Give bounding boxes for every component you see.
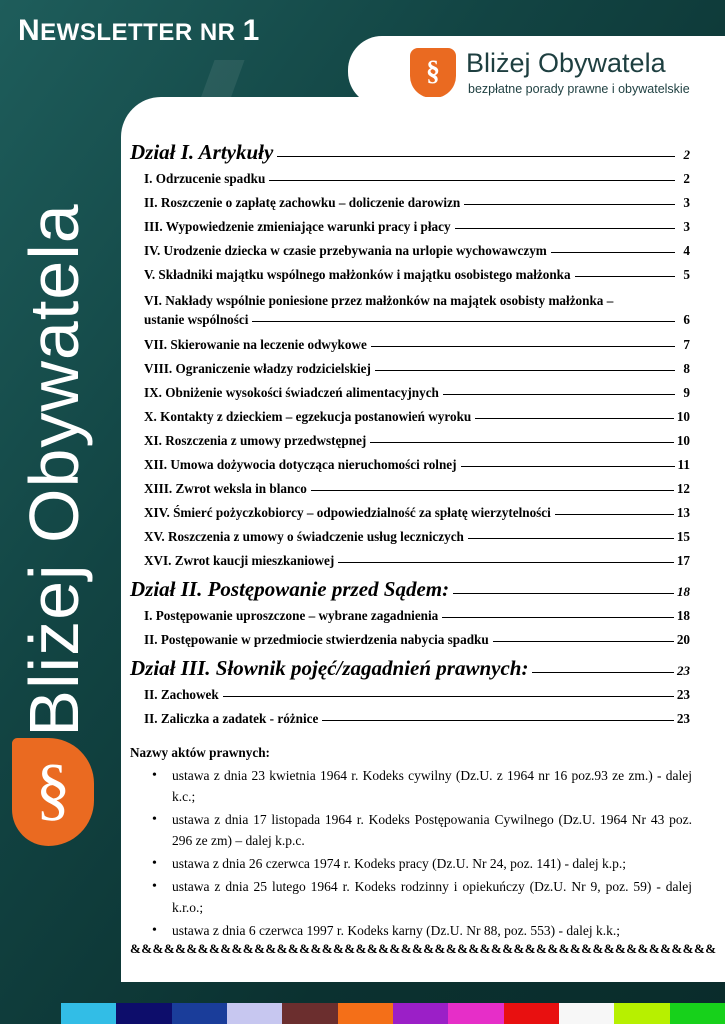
separator-line: &&&&&&&&&&&&&&&&&&&&&&&&&&&&&&&&&&&&&&&&&&&&&&&&&&&&: [130, 941, 717, 956]
toc-leader-line: [461, 466, 675, 467]
toc-leader-line: [555, 514, 674, 515]
toc-page-number: 15: [676, 529, 690, 544]
toc-item-title: V. Składniki majątku wspólnego małżonków i majątku osobistego małżonka: [144, 267, 571, 282]
toc-item-row: [130, 291, 690, 329]
toc-item-row: [130, 457, 690, 473]
toc-item-row: [130, 337, 690, 353]
legal-acts-heading: Nazwy aktów prawnych:: [130, 745, 270, 760]
color-bar: [61, 1003, 725, 1024]
toc-leader-line: [468, 538, 674, 539]
toc-page-number: 3: [683, 195, 690, 210]
toc-leader-line: [493, 641, 674, 642]
toc-item-title: I. Odrzucenie spadku: [144, 171, 266, 186]
color-bar-segment: [172, 1003, 227, 1024]
legal-act-item: • ustawa z dnia 25 lutego 1964 r. Kodeks rodzinny i opiekuńczy (Dz.U. Nr 9, poz. 59) - dalej k.r.o.;: [130, 876, 692, 918]
color-bar-segment: [116, 1003, 171, 1024]
toc-leader-line: [375, 370, 675, 371]
toc-item-title: VI. Nakłady wspólnie poniesione przez małżonków na majątek osobisty małżonka –: [144, 293, 614, 308]
toc-leader-line: [443, 394, 675, 395]
color-bar-segment: [448, 1003, 503, 1024]
toc-leader-line: [464, 204, 675, 205]
toc-page-number: 6: [683, 312, 690, 327]
toc-leader-line: [475, 418, 674, 419]
toc-item-row: [130, 687, 690, 703]
toc-item-row: [130, 553, 690, 569]
section-sign-shield-icon: §: [410, 48, 456, 98]
color-bar-segment: [61, 1003, 116, 1024]
toc-item-row: [130, 243, 690, 259]
toc-page-number: 13: [676, 505, 690, 520]
toc-item-row: [130, 409, 690, 425]
toc-section-title: Dział I. Artykuły: [130, 140, 274, 164]
toc-section-title: Dział II. Postępowanie przed Sądem:: [130, 577, 450, 601]
toc-item-row: [130, 219, 690, 235]
toc-section-row: [130, 656, 690, 681]
toc-page-number: 3: [683, 219, 690, 234]
color-bar-segment: [393, 1003, 448, 1024]
toc-section-row: [130, 577, 690, 602]
toc-item-title: XII. Umowa dożywocia dotycząca nieruchomości rolnej: [144, 457, 457, 472]
toc-item-title: XIV. Śmierć pożyczkobiorcy – odpowiedzialność za spłatę wierzytelności: [144, 505, 551, 520]
legal-act-item: • ustawa z dnia 26 czerwca 1974 r. Kodeks pracy (Dz.U. Nr 24, poz. 141) - dalej k.p.;: [130, 853, 692, 874]
toc-leader-line: [371, 346, 675, 347]
legal-acts-section: [130, 745, 692, 943]
toc-item-title: II. Zachowek: [144, 687, 219, 702]
toc-item-row: [130, 608, 690, 624]
toc-leader-line: [575, 276, 675, 277]
toc-item-title: IV. Urodzenie dziecka w czasie przebywania na urlopie wychowawczym: [144, 243, 547, 258]
toc-leader-line: [338, 562, 674, 563]
color-bar-segment: [614, 1003, 669, 1024]
toc-page-number: 8: [683, 361, 690, 376]
toc-page-number: 20: [676, 632, 690, 647]
toc-item-title: XVI. Zwrot kaucji mieszkaniowej: [144, 553, 335, 568]
toc-page-number: 18: [676, 608, 690, 623]
toc-leader-line: [455, 228, 675, 229]
toc-leader-line: [442, 617, 674, 618]
color-bar-segment: [282, 1003, 337, 1024]
legal-act-item: • ustawa z dnia 17 listopada 1964 r. Kodeks Postępowania Cywilnego (Dz.U. 1964 Nr 43 poz. 296 ze zm) – dalej k.p.c.: [130, 809, 692, 851]
toc-item-row: [130, 505, 690, 521]
toc-item-title: II. Roszczenie o zapłatę zachowku – doliczenie darowizn: [144, 195, 461, 210]
color-bar-segment: [670, 1003, 725, 1024]
toc-leader-line: [551, 252, 675, 253]
toc-page-number: 17: [676, 553, 690, 568]
legal-acts-list: [130, 765, 692, 941]
toc-leader-line: [223, 696, 674, 697]
toc-item-continuation: [144, 310, 690, 329]
toc-item-row: [130, 481, 690, 497]
toc-page-number: 23: [676, 687, 690, 702]
toc-leader-line: [322, 720, 673, 721]
toc-item-row: [130, 433, 690, 449]
toc-page-number: 10: [676, 409, 690, 424]
toc-leader-line: [370, 442, 673, 443]
toc-item-title-cont: ustanie wspólności: [144, 312, 249, 327]
toc-leader-line: [453, 593, 674, 594]
toc-item-row: [130, 171, 690, 187]
color-bar-segment: [227, 1003, 282, 1024]
toc-page-number: 23: [677, 663, 690, 678]
toc-page-number: 9: [683, 385, 690, 400]
toc-item-title: VIII. Ograniczenie władzy rodzicielskiej: [144, 361, 371, 376]
toc-item-row: [130, 632, 690, 648]
header-tagline: bezpłatne porady prawne i obywatelskie: [468, 82, 690, 96]
toc-page-number: 11: [677, 457, 690, 472]
newsletter-title: NEWSLETTER NR 1: [18, 14, 260, 47]
toc-page-number: 2: [683, 147, 690, 162]
section-sign-side-shield-icon: §: [12, 738, 94, 846]
toc-item-title: XI. Roszczenia z umowy przedwstępnej: [144, 433, 367, 448]
toc-page-number: 7: [683, 337, 690, 352]
color-bar-segment: [504, 1003, 559, 1024]
color-bar-segment: [559, 1003, 614, 1024]
toc-page-number: 4: [683, 243, 690, 258]
toc-item-title: II. Postępowanie w przedmiocie stwierdzenia nabycia spadku: [144, 632, 489, 647]
toc-item-title: VII. Skierowanie na leczenie odwykowe: [144, 337, 367, 352]
toc-page-number: 12: [676, 481, 690, 496]
toc-item-title: III. Wypowiedzenie zmieniające warunki pracy i płacy: [144, 219, 451, 234]
toc-item-title: XV. Roszczenia z umowy o świadczenie usług leczniczych: [144, 529, 464, 544]
toc-item-row: [130, 361, 690, 377]
color-bar-segment: [338, 1003, 393, 1024]
toc-page-number: 23: [676, 711, 690, 726]
toc-leader-line: [532, 672, 674, 673]
header-logo: [348, 36, 725, 106]
toc-item-row: [130, 711, 690, 727]
toc-item-title: II. Zaliczka a zadatek - różnice: [144, 711, 319, 726]
toc-item-row: [130, 385, 690, 401]
toc-item-row: [130, 195, 690, 211]
toc-item-row: [130, 529, 690, 545]
toc-leader-line: [277, 156, 675, 157]
toc-item-row: [130, 267, 690, 283]
toc-item-title: XIII. Zwrot weksla in blanco: [144, 481, 307, 496]
toc-leader-line: [252, 321, 675, 322]
header-brand-name: Bliżej Obywatela: [466, 48, 666, 78]
toc-item-title: X. Kontakty z dzieckiem – egzekucja postanowień wyroku: [144, 409, 472, 424]
toc-leader-line: [311, 490, 674, 491]
toc-page-number: 2: [683, 171, 690, 186]
toc-page-number: 18: [677, 584, 690, 599]
legal-act-item: • ustawa z dnia 23 kwietnia 1964 r. Kodeks cywilny (Dz.U. z 1964 nr 16 poz.93 ze zm.) - dalej k.c.;: [130, 765, 692, 807]
toc-section-row: [130, 140, 690, 165]
toc-item-title: I. Postępowanie uproszczone – wybrane zagadnienia: [144, 608, 439, 623]
toc-page-number: 5: [683, 267, 690, 282]
toc-item-title: IX. Obniżenie wysokości świadczeń alimentacyjnych: [144, 385, 439, 400]
toc-leader-line: [269, 180, 675, 181]
table-of-contents: [130, 138, 690, 727]
legal-act-item: • ustawa z dnia 6 czerwca 1997 r. Kodeks karny (Dz.U. Nr 88, poz. 553) - dalej k.k.;: [130, 920, 692, 941]
vertical-brand-name: Bliżej Obywatela: [15, 203, 93, 737]
toc-page-number: 10: [676, 433, 690, 448]
toc-section-title: Dział III. Słownik pojęć/zagadnień prawnych:: [130, 656, 529, 680]
